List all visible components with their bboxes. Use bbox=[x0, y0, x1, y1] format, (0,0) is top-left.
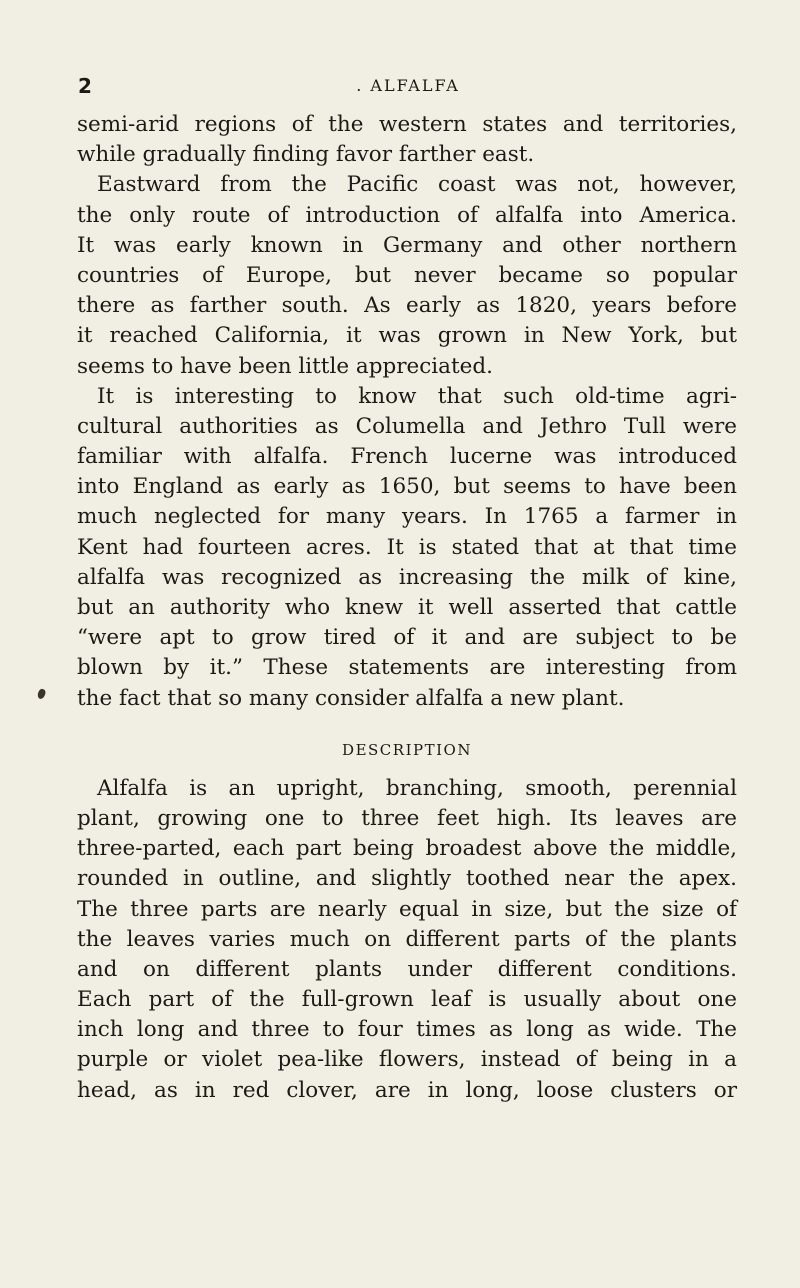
paragraph bbox=[77, 774, 737, 1106]
running-head bbox=[78, 74, 738, 102]
text-line: The three parts are nearly equal in size, but the size of bbox=[77, 896, 737, 922]
text-line: Alfalfa is an upright, branching, smooth, perennial bbox=[97, 775, 737, 801]
text-line: while gradually finding favor farther east. bbox=[77, 142, 535, 168]
text-line: plant, growing one to three feet high. Its leaves are bbox=[77, 805, 737, 831]
text-line: alfalfa was recognized as increasing the milk of kine, bbox=[77, 564, 737, 590]
page-number: 2 bbox=[78, 74, 92, 98]
text-line: much neglected for many years. In 1765 a farmer in bbox=[77, 504, 737, 530]
margin-ink-mark bbox=[37, 688, 47, 700]
text-line: but an authority who knew it well asserted that cattle bbox=[77, 595, 737, 620]
text-line: purple or violet pea-like flowers, instead of being in a bbox=[77, 1047, 737, 1073]
text-line: it reached California, it was grown in New York, but bbox=[77, 323, 737, 349]
text-line: the fact that so many consider alfalfa a new plant. bbox=[77, 685, 625, 711]
text-line: “were apt to grow tired of it and are subject to be bbox=[77, 625, 737, 651]
text-line: blown by it.” These statements are interesting from bbox=[77, 655, 737, 681]
text-line: three-parted, each part being broadest above the middle, bbox=[77, 836, 737, 862]
body-text bbox=[77, 110, 737, 1106]
text-line: countries of Europe, but never became so popular bbox=[77, 262, 737, 288]
section-heading: DESCRIPTION bbox=[342, 740, 472, 759]
paragraph bbox=[77, 382, 737, 714]
text-line: semi-arid regions of the western states and territories, bbox=[77, 112, 737, 137]
text-line: into England as early as 1650, but seems to have been bbox=[77, 474, 737, 500]
text-line: and on different plants under different conditions. bbox=[77, 956, 737, 982]
text-line: head, as in red clover, are in long, loose clusters or bbox=[77, 1077, 737, 1103]
text-line: Eastward from the Pacific coast was not, however, bbox=[97, 172, 737, 198]
text-line: cultural authorities as Columella and Jethro Tull were bbox=[77, 413, 737, 439]
text-line: Kent had fourteen acres. It is stated that at that time bbox=[77, 534, 737, 560]
text-line: It is interesting to know that such old-time agri- bbox=[97, 383, 737, 409]
text-line: rounded in outline, and slightly toothed near the apex. bbox=[77, 866, 737, 892]
text-line: seems to have been little appreciated. bbox=[77, 353, 493, 379]
paragraph bbox=[77, 110, 737, 170]
text-line: there as farther south. As early as 1820, years before bbox=[77, 293, 737, 319]
text-line: It was early known in Germany and other northern bbox=[77, 232, 737, 258]
text-line: the leaves varies much on different parts of the plants bbox=[77, 926, 737, 952]
running-title: . ALFALFA bbox=[356, 76, 460, 95]
text-line: Each part of the full-grown leaf is usually about one bbox=[77, 987, 737, 1013]
text-line: familiar with alfalfa. French lucerne was introduced bbox=[77, 444, 737, 470]
text-line: inch long and three to four times as long as wide. The bbox=[77, 1017, 737, 1043]
paragraph bbox=[77, 170, 737, 381]
text-line: the only route of introduction of alfalfa into America. bbox=[77, 202, 737, 228]
